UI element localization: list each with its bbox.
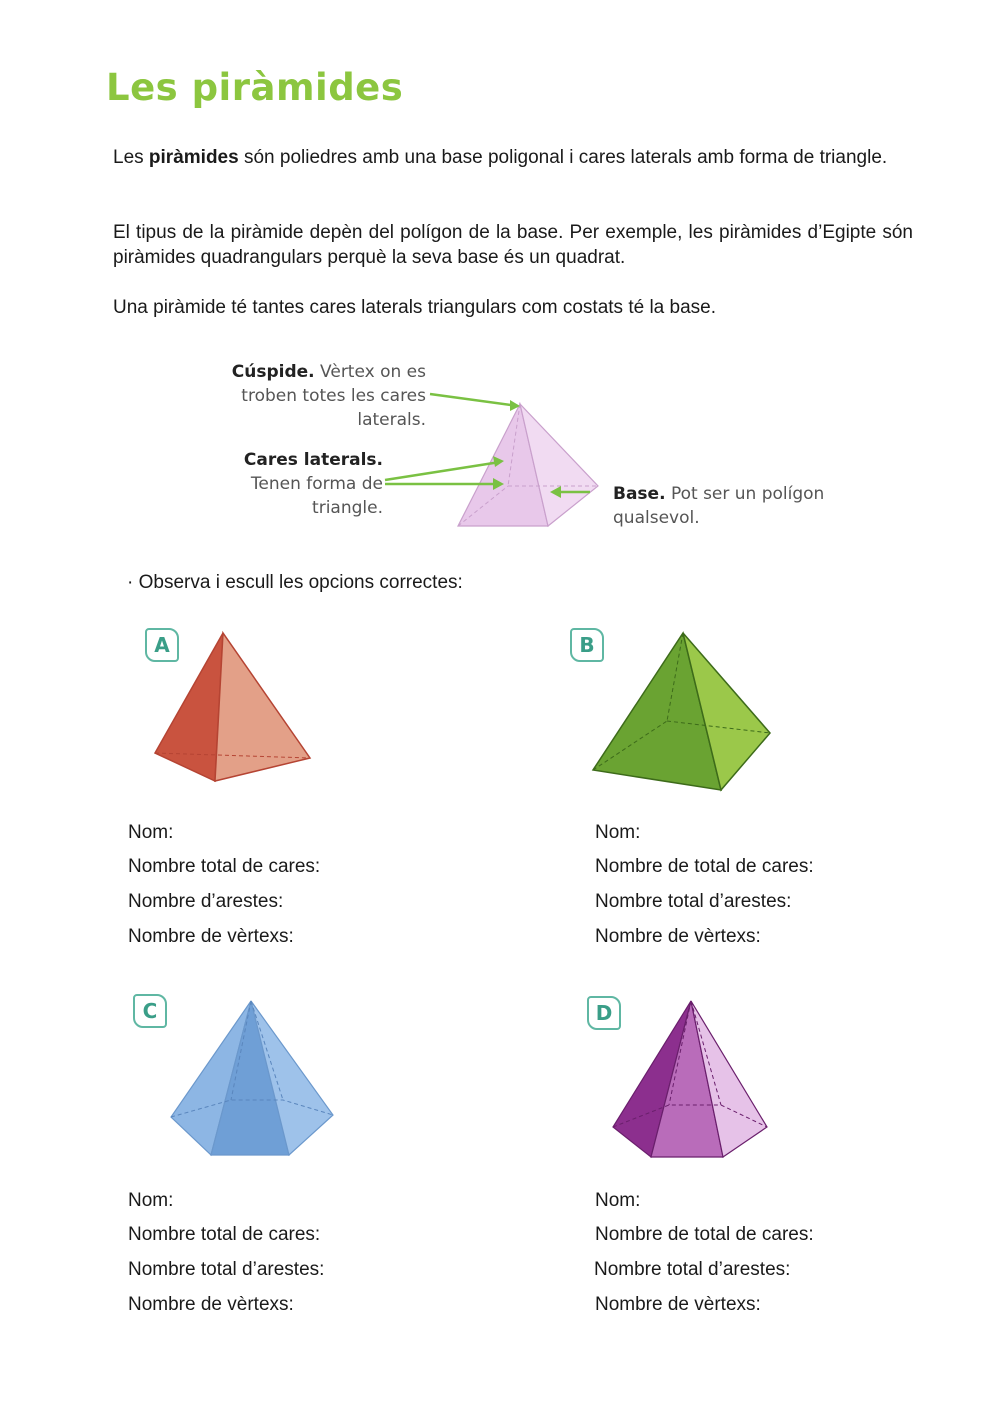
- cuspide-label: [220, 360, 426, 432]
- cuspide-line-2: troben totes les cares: [241, 386, 426, 406]
- base-title: Base.: [613, 484, 666, 504]
- intro-p1-strong: piràmides: [148, 147, 239, 168]
- intro-paragraph-2: El tipus de la piràmide depèn del polígon de la base. Per exemple, les piràmides d’Egipte són piràmides quadrangulars perquè la seva base és un quadrat.: [113, 222, 913, 268]
- card-a-cares: Nombre total de cares:: [128, 856, 321, 877]
- card-c-vertexs: Nombre de vèrtexs:: [128, 1294, 294, 1315]
- intro-paragraph-3: Una piràmide té tantes cares laterals triangulars com costats té la base.: [113, 297, 717, 318]
- badge-c: C: [133, 994, 167, 1028]
- badge-d: D: [587, 996, 621, 1030]
- card-d-cares: Nombre de total de cares:: [595, 1224, 814, 1245]
- triangular-pyramid-icon: [145, 625, 320, 790]
- card-a-arestes: Nombre d’arestes:: [128, 891, 284, 912]
- card-b-nom: Nom:: [595, 822, 641, 843]
- question-prompt: [127, 572, 463, 594]
- card-a-nom: Nom:: [128, 822, 174, 843]
- pentagonal-pyramid-icon: [605, 995, 775, 1165]
- intro-p1-after: són poliedres amb una base poligonal i cares laterals amb forma de triangle.: [243, 147, 888, 168]
- intro-p1-before: Les: [113, 147, 144, 168]
- base-label: [613, 482, 863, 530]
- page-title: Les piràmides: [106, 66, 404, 109]
- cuspide-title: Cúspide.: [231, 362, 315, 382]
- square-pyramid-icon: [585, 625, 780, 800]
- question-text: Observa i escull les opcions correctes:: [138, 572, 463, 593]
- card-b-arestes: Nombre total d’arestes:: [595, 891, 792, 912]
- base-line-1: Pot ser un polígon: [670, 484, 825, 504]
- cares-line-2: triangle.: [312, 498, 383, 518]
- card-d-arestes: Nombre total d’arestes:: [594, 1259, 791, 1280]
- pyramid-diagram: [220, 360, 860, 540]
- cares-title: Cares laterals.: [243, 450, 383, 470]
- card-d-nom: Nom:: [595, 1190, 641, 1211]
- card-d-vertexs: Nombre de vèrtexs:: [595, 1294, 761, 1315]
- question-bullet: ·: [127, 572, 134, 593]
- card-c-arestes: Nombre total d’arestes:: [128, 1259, 325, 1280]
- cuspide-line-3: laterals.: [357, 410, 426, 430]
- badge-a: A: [145, 628, 179, 662]
- card-b-vertexs: Nombre de vèrtexs:: [595, 926, 761, 947]
- card-c-cares: Nombre total de cares:: [128, 1224, 321, 1245]
- intro-paragraph-1: [113, 145, 913, 170]
- badge-b: B: [570, 628, 604, 662]
- card-a-vertexs: Nombre de vèrtexs:: [128, 926, 294, 947]
- card-c-nom: Nom:: [128, 1190, 174, 1211]
- card-b-cares: Nombre de total de cares:: [595, 856, 814, 877]
- base-line-2: qualsevol.: [613, 508, 700, 528]
- cuspide-line-1: Vèrtex on es: [320, 362, 426, 382]
- cares-line-1: Tenen forma de: [250, 474, 383, 494]
- cares-laterals-label: [220, 448, 383, 520]
- hexagonal-pyramid-icon: [165, 995, 340, 1165]
